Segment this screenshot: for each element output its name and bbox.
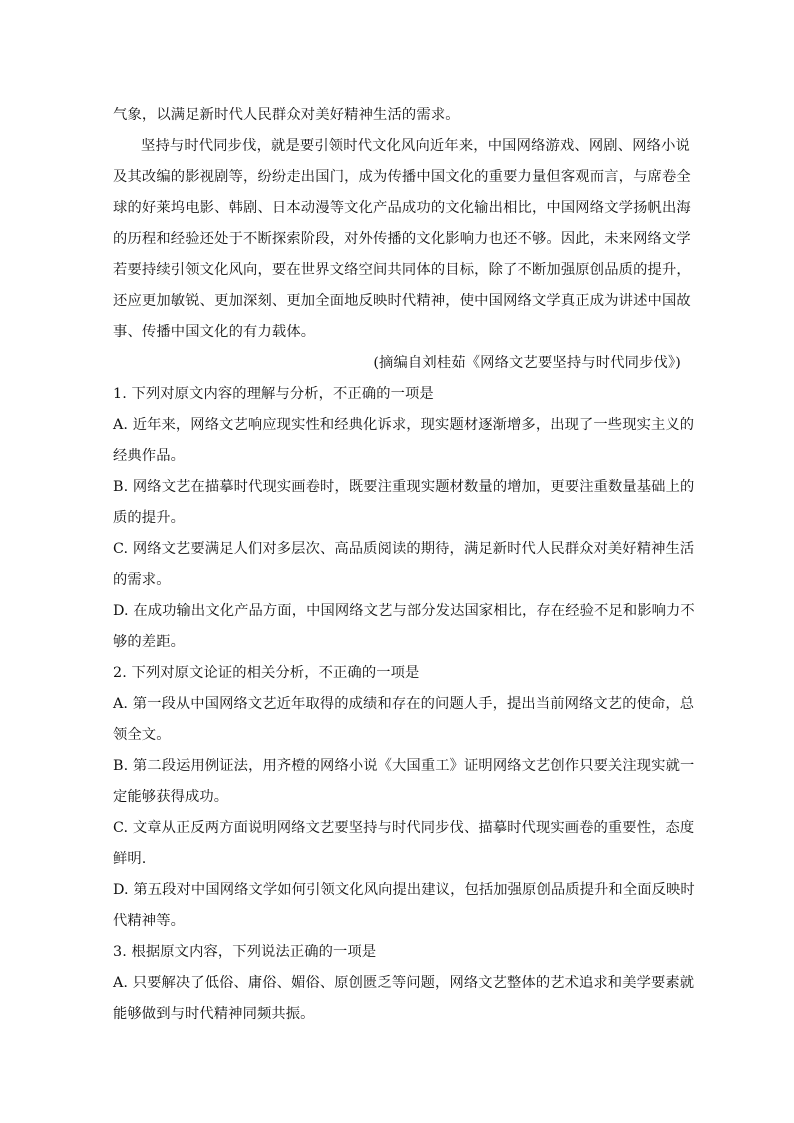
intro-line: 气象，以满足新时代人民群众对美好精神生活的需求。 [113,107,460,123]
question-stem: 1. 下列对原文内容的理解与分析，不正确的一项是 [113,386,434,402]
question-1 [113,379,695,658]
question-3 [113,937,695,1030]
paragraph-line: 的历程和经验还处于不断探索阶段，对外传播的文化影响力也还不够。因此，未来网络文学 [113,231,691,247]
paragraph-line: 及其改编的影视剧等，纷纷走出国门，成为传播中国文化的重要力量但客观而言，与席卷全 [113,169,691,185]
body-paragraph [113,131,691,348]
option-d-line: D. 在成功输出文化产品方面，中国网络文艺与部分发达国家相比，存在经验不足和影响力不 [113,603,695,619]
document-page [113,100,695,1030]
option-b-line: B. 第二段运用例证法，用齐橙的网络小说《大国重工》证明网络文艺创作只要关注现实就一 [113,758,695,774]
question-stem: 2. 下列对原文论证的相关分析，不正确的一项是 [113,665,420,681]
option-a-line: 能够做到与时代精神同频共振。 [113,1006,315,1022]
option-a-line: A. 只要解决了低俗、庸俗、媚俗、原创匮乏等问题，网络文艺整体的艺术追求和美学要素就 [113,975,695,991]
option-b-line: 定能够获得成功。 [113,789,229,805]
paragraph-line: 球的好莱坞电影、韩剧、日本动漫等文化产品成功的文化输出相比，中国网络文学扬帆出海 [113,200,691,216]
option-a-line: A. 近年来，网络文艺响应现实性和经典化诉求，现实题材逐渐增多，出现了一些现实主义的 [113,417,695,433]
question-2 [113,658,695,937]
option-d-line: 够的差距。 [113,634,185,650]
option-d-line: 代精神等。 [113,913,185,929]
paragraph-line: 若要持续引领文化风向，要在世界文络空间共同体的目标，除了不断加强原创品质的提升， [113,262,691,278]
question-stem: 3. 根据原文内容，下列说法正确的一项是 [113,944,377,960]
option-b-line: 质的提升。 [113,510,185,526]
option-c-line: 的需求。 [113,572,171,588]
option-c-line: C. 文章从正反两方面说明网络文艺要坚持与时代同步伐、描摹时代现实画卷的重要性，态度 [113,820,695,836]
option-c-line: C. 网络文艺要满足人们对多层次、高品质阅读的期待，满足新时代人民群众对美好精神生活 [113,541,695,557]
paragraph-line: 坚持与时代同步伐，就是要引领时代文化风向近年来，中国网络游戏、网剧、网络小说 [141,138,690,154]
option-a-line: 领全文。 [113,727,171,743]
option-a-line: 经典作品。 [113,448,185,464]
option-d-line: D. 第五段对中国网络文学如何引领文化风向提出建议，包括加强原创品质提升和全面反映时 [113,882,695,898]
option-b-line: B. 网络文艺在描摹时代现实画卷时，既要注重现实题材数量的增加，更要注重数量基础上的 [113,479,695,495]
paragraph-line: 事、传播中国文化的有力载体。 [113,324,316,340]
option-a-line: A. 第一段从中国网络文艺近年取得的成绩和存在的问题人手，提出当前网络文艺的使命，总 [113,696,695,712]
paragraph-line: 还应更加敏锐、更加深刻、更加全面地反映时代精神，使中国网络文学真正成为讲述中国故 [113,293,691,309]
source-citation: (摘编自刘桂茹《网络文艺要坚持与时代同步伐》) [373,355,681,371]
option-c-line: 鲜明. [113,851,147,867]
